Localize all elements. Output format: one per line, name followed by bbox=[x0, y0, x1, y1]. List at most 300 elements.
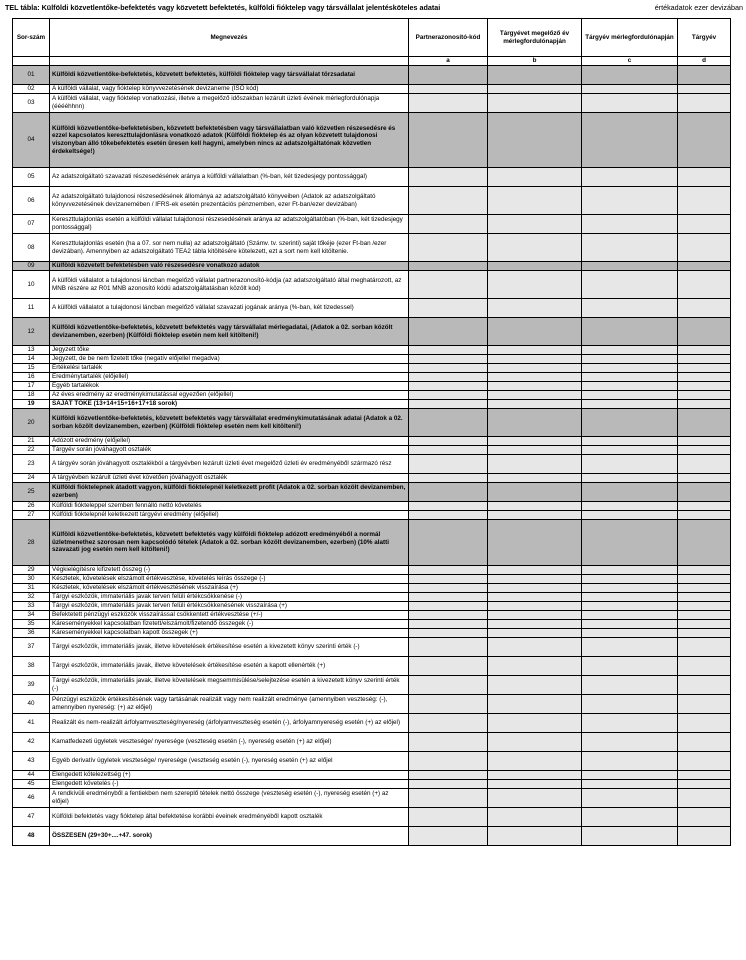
value-cell-b[interactable] bbox=[488, 66, 582, 85]
row-label: Külföldi közvetlentőke-befektetésben, közvetett befektetésben vagy társvállalatban való közvetlen részesedésre és ezzel kapcsolatos kereszttulajdonlásra vonatkozó adatok (Külföldi fióktelep és az olyan közvetett tulajdonosi viszonyban álló tőkebefektetés esetén üresen kell hagyni, amelyben nincs az adatszolgáltatónak közvetlen érdekeltsége!) bbox=[50, 113, 409, 168]
value-cell-a[interactable] bbox=[409, 355, 488, 364]
value-cell-d[interactable] bbox=[678, 400, 731, 409]
value-cell-b[interactable] bbox=[488, 789, 582, 808]
value-cell-a[interactable] bbox=[409, 602, 488, 611]
value-cell-a[interactable] bbox=[409, 94, 488, 113]
row-number: 22 bbox=[13, 446, 50, 455]
value-cell-c[interactable] bbox=[582, 346, 678, 355]
row-number: 47 bbox=[13, 808, 50, 827]
value-cell-c[interactable] bbox=[582, 520, 678, 566]
value-cell-b[interactable] bbox=[488, 234, 582, 262]
value-cell-a[interactable] bbox=[409, 808, 488, 827]
value-cell-d[interactable] bbox=[678, 502, 731, 511]
value-cell-c[interactable] bbox=[582, 483, 678, 502]
value-cell-a[interactable] bbox=[409, 593, 488, 602]
value-cell-b[interactable] bbox=[488, 676, 582, 695]
value-cell-b[interactable] bbox=[488, 373, 582, 382]
value-cell-d[interactable] bbox=[678, 271, 731, 299]
value-cell-a[interactable] bbox=[409, 827, 488, 846]
value-cell-d[interactable] bbox=[678, 113, 731, 168]
value-cell-b[interactable] bbox=[488, 382, 582, 391]
value-cell-d[interactable] bbox=[678, 474, 731, 483]
value-cell-d[interactable] bbox=[678, 262, 731, 271]
value-cell-c[interactable] bbox=[582, 318, 678, 346]
table-row bbox=[13, 714, 731, 733]
value-cell-a[interactable] bbox=[409, 271, 488, 299]
table-row bbox=[13, 299, 731, 318]
value-cell-a[interactable] bbox=[409, 215, 488, 234]
value-cell-d[interactable] bbox=[678, 299, 731, 318]
value-cell-d[interactable] bbox=[678, 66, 731, 85]
value-cell-a[interactable] bbox=[409, 714, 488, 733]
value-cell-a[interactable] bbox=[409, 584, 488, 593]
row-number: 30 bbox=[13, 575, 50, 584]
value-cell-d[interactable] bbox=[678, 187, 731, 215]
row-label: Tárgyév során jóváhagyott osztalék bbox=[50, 446, 409, 455]
value-cell-d[interactable] bbox=[678, 602, 731, 611]
value-cell-b[interactable] bbox=[488, 511, 582, 520]
row-number: 07 bbox=[13, 215, 50, 234]
value-cell-a[interactable] bbox=[409, 566, 488, 575]
value-cell-d[interactable] bbox=[678, 373, 731, 382]
column-letter-c: c bbox=[582, 57, 678, 66]
row-number: 39 bbox=[13, 676, 50, 695]
value-cell-c[interactable] bbox=[582, 364, 678, 373]
value-cell-d[interactable] bbox=[678, 94, 731, 113]
value-cell-c[interactable] bbox=[582, 629, 678, 638]
value-cell-c[interactable] bbox=[582, 620, 678, 629]
value-cell-a[interactable] bbox=[409, 474, 488, 483]
row-number: 33 bbox=[13, 602, 50, 611]
value-cell-b[interactable] bbox=[488, 714, 582, 733]
value-cell-b[interactable] bbox=[488, 346, 582, 355]
table-row bbox=[13, 168, 731, 187]
table-row bbox=[13, 593, 731, 602]
row-number: 21 bbox=[13, 437, 50, 446]
row-number: 06 bbox=[13, 187, 50, 215]
value-cell-a[interactable] bbox=[409, 657, 488, 676]
value-cell-c[interactable] bbox=[582, 714, 678, 733]
value-cell-d[interactable] bbox=[678, 382, 731, 391]
value-cell-c[interactable] bbox=[582, 780, 678, 789]
table-row bbox=[13, 620, 731, 629]
value-cell-a[interactable] bbox=[409, 113, 488, 168]
row-number: 05 bbox=[13, 168, 50, 187]
row-number: 32 bbox=[13, 593, 50, 602]
row-label: Értékelési tartalék bbox=[50, 364, 409, 373]
value-cell-c[interactable] bbox=[582, 602, 678, 611]
value-cell-a[interactable] bbox=[409, 771, 488, 780]
row-label: Külföldi fióktelepnek átadott vagyon, külföldi fióktelepnél keletkezett profit (Adatok a 02. sorban közölt devizanemben, ezerben) bbox=[50, 483, 409, 502]
value-cell-a[interactable] bbox=[409, 187, 488, 215]
value-cell-a[interactable] bbox=[409, 85, 488, 94]
table-row bbox=[13, 215, 731, 234]
row-number: 45 bbox=[13, 780, 50, 789]
value-cell-b[interactable] bbox=[488, 262, 582, 271]
value-cell-b[interactable] bbox=[488, 215, 582, 234]
value-cell-a[interactable] bbox=[409, 629, 488, 638]
value-cell-b[interactable] bbox=[488, 94, 582, 113]
value-cell-c[interactable] bbox=[582, 168, 678, 187]
table-row bbox=[13, 733, 731, 752]
value-cell-b[interactable] bbox=[488, 113, 582, 168]
value-cell-c[interactable] bbox=[582, 355, 678, 364]
value-cell-b[interactable] bbox=[488, 611, 582, 620]
value-cell-a[interactable] bbox=[409, 346, 488, 355]
row-number: 09 bbox=[13, 262, 50, 271]
value-cell-d[interactable] bbox=[678, 455, 731, 474]
value-cell-d[interactable] bbox=[678, 483, 731, 502]
value-cell-c[interactable] bbox=[582, 502, 678, 511]
row-label: Jegyzett, de be nem fizetett tőke (negatív előjellel megadva) bbox=[50, 355, 409, 364]
value-cell-d[interactable] bbox=[678, 215, 731, 234]
value-cell-d[interactable] bbox=[678, 437, 731, 446]
row-number: 03 bbox=[13, 94, 50, 113]
row-label: A tárgyév során jóváhagyott osztalékból a tárgyévben lezárult üzleti évet megelőző üzleti év eredményéből származó rész bbox=[50, 455, 409, 474]
row-label: A rendkívüli eredményből a fentiekben nem szereplő tételek nettó összege (veszteség esetén (-), nyereség esetén (+) az előjel) bbox=[50, 789, 409, 808]
table-row bbox=[13, 676, 731, 695]
row-label: Külföldi közvetlentőke-befektetés, közvetett befektetés vagy társvállalat eredménykimutatásának adatai (Adatok a 02. sorban közölt devizanemben, ezerben) (Külföldi fióktelep esetén nem kell kitölteni!) bbox=[50, 409, 409, 437]
table-row bbox=[13, 373, 731, 382]
value-cell-b[interactable] bbox=[488, 483, 582, 502]
value-cell-d[interactable] bbox=[678, 364, 731, 373]
col-header-b: Tárgyévet megelőző év mérlegfordulónapján bbox=[488, 19, 582, 57]
table-row bbox=[13, 789, 731, 808]
value-cell-a[interactable] bbox=[409, 789, 488, 808]
value-cell-b[interactable] bbox=[488, 771, 582, 780]
value-cell-d[interactable] bbox=[678, 593, 731, 602]
value-cell-d[interactable] bbox=[678, 234, 731, 262]
value-cell-b[interactable] bbox=[488, 695, 582, 714]
value-cell-a[interactable] bbox=[409, 638, 488, 657]
row-number: 44 bbox=[13, 771, 50, 780]
row-number: 01 bbox=[13, 66, 50, 85]
value-cell-d[interactable] bbox=[678, 752, 731, 771]
value-cell-b[interactable] bbox=[488, 299, 582, 318]
row-label: Kamatfedezeti ügyletek vesztesége/ nyeresége (veszteség esetén (-), nyereség esetén (+) az előjel) bbox=[50, 733, 409, 752]
row-label: Realizált és nem-realizált árfolyamveszteség/nyereség (árfolyamveszteség esetén (-), árfolyamnyereség esetén (+) az előjel) bbox=[50, 714, 409, 733]
value-cell-c[interactable] bbox=[582, 575, 678, 584]
row-number: 48 bbox=[13, 827, 50, 846]
value-cell-b[interactable] bbox=[488, 271, 582, 299]
value-cell-b[interactable] bbox=[488, 187, 582, 215]
value-cell-d[interactable] bbox=[678, 391, 731, 400]
value-cell-b[interactable] bbox=[488, 593, 582, 602]
table-row bbox=[13, 437, 731, 446]
table-row bbox=[13, 611, 731, 620]
row-number: 14 bbox=[13, 355, 50, 364]
row-number: 31 bbox=[13, 584, 50, 593]
col-header-d: Tárgyév bbox=[678, 19, 731, 57]
value-cell-a[interactable] bbox=[409, 695, 488, 714]
value-cell-c[interactable] bbox=[582, 566, 678, 575]
value-cell-b[interactable] bbox=[488, 620, 582, 629]
value-cell-d[interactable] bbox=[678, 733, 731, 752]
row-label: Végkielégítésre kifizetett összeg (-) bbox=[50, 566, 409, 575]
row-label: Jegyzett tőke bbox=[50, 346, 409, 355]
value-cell-c[interactable] bbox=[582, 215, 678, 234]
value-cell-a[interactable] bbox=[409, 676, 488, 695]
value-cell-c[interactable] bbox=[582, 187, 678, 215]
row-label: SAJÁT TŐKE (13+14+15+16+17+18 sorok) bbox=[50, 400, 409, 409]
row-number: 08 bbox=[13, 234, 50, 262]
value-cell-a[interactable] bbox=[409, 400, 488, 409]
column-letter-d: d bbox=[678, 57, 731, 66]
value-cell-b[interactable] bbox=[488, 575, 582, 584]
value-cell-b[interactable] bbox=[488, 780, 582, 789]
value-cell-a[interactable] bbox=[409, 483, 488, 502]
value-cell-d[interactable] bbox=[678, 676, 731, 695]
value-cell-c[interactable] bbox=[582, 85, 678, 94]
value-cell-b[interactable] bbox=[488, 520, 582, 566]
value-cell-c[interactable] bbox=[582, 391, 678, 400]
table-row bbox=[13, 638, 731, 657]
value-cell-b[interactable] bbox=[488, 318, 582, 346]
row-number: 17 bbox=[13, 382, 50, 391]
table-row bbox=[13, 502, 731, 511]
table-row bbox=[13, 584, 731, 593]
value-cell-d[interactable] bbox=[678, 629, 731, 638]
table-row bbox=[13, 474, 731, 483]
value-cell-c[interactable] bbox=[582, 455, 678, 474]
value-cell-a[interactable] bbox=[409, 752, 488, 771]
row-number: 40 bbox=[13, 695, 50, 714]
row-label: Eredménytartalék (előjellel) bbox=[50, 373, 409, 382]
row-number: 25 bbox=[13, 483, 50, 502]
value-cell-b[interactable] bbox=[488, 437, 582, 446]
value-cell-a[interactable] bbox=[409, 234, 488, 262]
value-cell-d[interactable] bbox=[678, 789, 731, 808]
row-number: 16 bbox=[13, 373, 50, 382]
value-cell-b[interactable] bbox=[488, 629, 582, 638]
value-cell-c[interactable] bbox=[582, 827, 678, 846]
value-cell-c[interactable] bbox=[582, 752, 678, 771]
value-cell-b[interactable] bbox=[488, 455, 582, 474]
table-row bbox=[13, 575, 731, 584]
value-cell-d[interactable] bbox=[678, 85, 731, 94]
table-row bbox=[13, 391, 731, 400]
value-cell-a[interactable] bbox=[409, 733, 488, 752]
row-label: A külföldi vállalatot a tulajdonosi láncban megelőző vállalat partnerazonosító-kódja (az adatszolgáltató által meghatározott, az MNB részére az R01 MNB azonosító kódú adatszolgáltatásban közölt kód) bbox=[50, 271, 409, 299]
row-label: A tárgyévben lezárult üzleti évet követően jóváhagyott osztalék bbox=[50, 474, 409, 483]
value-cell-b[interactable] bbox=[488, 657, 582, 676]
value-cell-d[interactable] bbox=[678, 611, 731, 620]
value-cell-c[interactable] bbox=[582, 789, 678, 808]
row-number: 04 bbox=[13, 113, 50, 168]
value-cell-c[interactable] bbox=[582, 113, 678, 168]
value-cell-b[interactable] bbox=[488, 733, 582, 752]
col-header-megnevezes: Megnevezés bbox=[50, 19, 409, 57]
value-cell-c[interactable] bbox=[582, 657, 678, 676]
value-cell-c[interactable] bbox=[582, 262, 678, 271]
value-cell-a[interactable] bbox=[409, 262, 488, 271]
value-cell-c[interactable] bbox=[582, 437, 678, 446]
row-number: 10 bbox=[13, 271, 50, 299]
value-cell-c[interactable] bbox=[582, 511, 678, 520]
value-cell-a[interactable] bbox=[409, 455, 488, 474]
table-row bbox=[13, 455, 731, 474]
title-row bbox=[5, 3, 743, 13]
row-label: A külföldi vállalat, vagy fióktelep könyvvezetésének devizaneme (ISO kód) bbox=[50, 85, 409, 94]
value-cell-c[interactable] bbox=[582, 271, 678, 299]
value-cell-b[interactable] bbox=[488, 502, 582, 511]
row-label: Az adatszolgáltató tulajdonosi részesedésének állománya az adatszolgáltató könyveiben (Adatok az adatszolgáltató könyvvezetésének devizanemében / IFRS-ek esetén prezentációs pénznemben, ezer Ft-ban/ezer devizában) bbox=[50, 187, 409, 215]
value-cell-c[interactable] bbox=[582, 638, 678, 657]
row-label: Egyéb tartalékok bbox=[50, 382, 409, 391]
value-cell-c[interactable] bbox=[582, 695, 678, 714]
value-cell-a[interactable] bbox=[409, 437, 488, 446]
row-number: 19 bbox=[13, 400, 50, 409]
row-label: Külföldi befektetés vagy fióktelep által befektetése korábbi éveinek eredményéből kapott osztalék bbox=[50, 808, 409, 827]
value-cell-b[interactable] bbox=[488, 566, 582, 575]
value-cell-b[interactable] bbox=[488, 85, 582, 94]
value-cell-a[interactable] bbox=[409, 511, 488, 520]
value-cell-c[interactable] bbox=[582, 611, 678, 620]
table-row bbox=[13, 400, 731, 409]
value-cell-a[interactable] bbox=[409, 620, 488, 629]
table-row bbox=[13, 827, 731, 846]
value-cell-b[interactable] bbox=[488, 474, 582, 483]
value-cell-c[interactable] bbox=[582, 409, 678, 437]
value-cell-c[interactable] bbox=[582, 446, 678, 455]
table-row bbox=[13, 262, 731, 271]
value-cell-d[interactable] bbox=[678, 695, 731, 714]
row-label: Az éves eredmény az eredménykimutatással egyezően (előjellel) bbox=[50, 391, 409, 400]
row-number: 28 bbox=[13, 520, 50, 566]
row-label: Egyéb derivatív ügyletek vesztesége/ nyeresége (veszteség esetén (-), nyereség esetén (+) az előjel bbox=[50, 752, 409, 771]
value-cell-d[interactable] bbox=[678, 346, 731, 355]
value-cell-d[interactable] bbox=[678, 657, 731, 676]
value-cell-a[interactable] bbox=[409, 66, 488, 85]
value-cell-a[interactable] bbox=[409, 318, 488, 346]
value-cell-a[interactable] bbox=[409, 446, 488, 455]
value-cell-a[interactable] bbox=[409, 409, 488, 437]
row-label: Külföldi közvetlentőke-befektetés, közvetett befektetés vagy társvállalat mérlegadatai, (Adatok a 02. sorban közölt devizanemben, ezerben) (Külföldi fióktelep esetén nem kell kitölteni!) bbox=[50, 318, 409, 346]
row-label: Befektetett pénzügyi eszközök visszaírással csökkentett értékvesztése (+/-) bbox=[50, 611, 409, 620]
value-cell-b[interactable] bbox=[488, 409, 582, 437]
row-number: 12 bbox=[13, 318, 50, 346]
value-cell-a[interactable] bbox=[409, 780, 488, 789]
row-number: 29 bbox=[13, 566, 50, 575]
value-cell-d[interactable] bbox=[678, 409, 731, 437]
value-cell-d[interactable] bbox=[678, 318, 731, 346]
value-cell-a[interactable] bbox=[409, 502, 488, 511]
value-cell-d[interactable] bbox=[678, 511, 731, 520]
value-cell-d[interactable] bbox=[678, 520, 731, 566]
value-cell-d[interactable] bbox=[678, 575, 731, 584]
table-row bbox=[13, 566, 731, 575]
value-cell-d[interactable] bbox=[678, 808, 731, 827]
value-cell-c[interactable] bbox=[582, 771, 678, 780]
table-row bbox=[13, 346, 731, 355]
col-header-a: Partnerazonosító-kód bbox=[409, 19, 488, 57]
value-cell-b[interactable] bbox=[488, 602, 582, 611]
value-cell-b[interactable] bbox=[488, 391, 582, 400]
value-cell-b[interactable] bbox=[488, 827, 582, 846]
value-cell-a[interactable] bbox=[409, 575, 488, 584]
value-cell-a[interactable] bbox=[409, 364, 488, 373]
value-cell-d[interactable] bbox=[678, 780, 731, 789]
row-number: 46 bbox=[13, 789, 50, 808]
table-row bbox=[13, 657, 731, 676]
value-cell-b[interactable] bbox=[488, 638, 582, 657]
row-number: 37 bbox=[13, 638, 50, 657]
value-cell-c[interactable] bbox=[582, 66, 678, 85]
value-cell-b[interactable] bbox=[488, 752, 582, 771]
table-row bbox=[13, 364, 731, 373]
value-cell-c[interactable] bbox=[582, 299, 678, 318]
value-cell-b[interactable] bbox=[488, 446, 582, 455]
tel-table bbox=[12, 18, 731, 846]
value-cell-a[interactable] bbox=[409, 382, 488, 391]
value-cell-d[interactable] bbox=[678, 355, 731, 364]
row-label: Az adatszolgáltató szavazati részesedésének aránya a külföldi vállalatban (%-ban, két tizedesjegy pontossággal) bbox=[50, 168, 409, 187]
value-cell-d[interactable] bbox=[678, 168, 731, 187]
table-title: TEL tábla: Külföldi közvetlentőke-befektetés vagy közvetett befektetés, külföldi fióktelep vagy társvállalat jelentésköteles adatai bbox=[5, 3, 441, 12]
value-cell-d[interactable] bbox=[678, 827, 731, 846]
value-cell-c[interactable] bbox=[582, 94, 678, 113]
table-row bbox=[13, 318, 731, 346]
value-cell-d[interactable] bbox=[678, 566, 731, 575]
table-row bbox=[13, 808, 731, 827]
value-cell-c[interactable] bbox=[582, 733, 678, 752]
value-cell-b[interactable] bbox=[488, 584, 582, 593]
row-number: 11 bbox=[13, 299, 50, 318]
value-cell-d[interactable] bbox=[678, 446, 731, 455]
value-cell-a[interactable] bbox=[409, 299, 488, 318]
value-cell-c[interactable] bbox=[582, 234, 678, 262]
value-cell-a[interactable] bbox=[409, 391, 488, 400]
table-row bbox=[13, 695, 731, 714]
table-row bbox=[13, 629, 731, 638]
value-cell-a[interactable] bbox=[409, 373, 488, 382]
value-cell-a[interactable] bbox=[409, 520, 488, 566]
value-cell-b[interactable] bbox=[488, 808, 582, 827]
value-cell-c[interactable] bbox=[582, 584, 678, 593]
value-cell-b[interactable] bbox=[488, 355, 582, 364]
value-cell-b[interactable] bbox=[488, 364, 582, 373]
value-cell-c[interactable] bbox=[582, 676, 678, 695]
col-header-c: Tárgyév mérlegfordulónapján bbox=[582, 19, 678, 57]
table-row bbox=[13, 382, 731, 391]
value-cell-b[interactable] bbox=[488, 168, 582, 187]
row-number: 23 bbox=[13, 455, 50, 474]
value-cell-d[interactable] bbox=[678, 620, 731, 629]
value-cell-c[interactable] bbox=[582, 474, 678, 483]
value-cell-d[interactable] bbox=[678, 714, 731, 733]
row-number: 36 bbox=[13, 629, 50, 638]
value-cell-a[interactable] bbox=[409, 168, 488, 187]
value-cell-d[interactable] bbox=[678, 584, 731, 593]
value-cell-c[interactable] bbox=[582, 400, 678, 409]
row-label: Tárgyi eszközök, immateriális javak, illetve követelések értékesítése esetén a kivezetett könyv szerinti érték (-) bbox=[50, 638, 409, 657]
value-cell-a[interactable] bbox=[409, 611, 488, 620]
value-cell-b[interactable] bbox=[488, 400, 582, 409]
value-cell-d[interactable] bbox=[678, 771, 731, 780]
value-cell-c[interactable] bbox=[582, 593, 678, 602]
value-cell-c[interactable] bbox=[582, 373, 678, 382]
row-label: Készletek, követelések elszámolt értékvesztésének visszaírása (+) bbox=[50, 584, 409, 593]
row-label: Külföldi fióktelepnél keletkezett tárgyévi eredmény (előjellel) bbox=[50, 511, 409, 520]
value-cell-c[interactable] bbox=[582, 382, 678, 391]
value-cell-d[interactable] bbox=[678, 638, 731, 657]
row-number: 18 bbox=[13, 391, 50, 400]
value-cell-c[interactable] bbox=[582, 808, 678, 827]
unit-note: értékadatok ezer devizában bbox=[654, 3, 743, 12]
table-body bbox=[13, 66, 731, 846]
table-row bbox=[13, 771, 731, 780]
row-label: Pénzügyi eszközök értékesítésének vagy tartásának realizált vagy nem realizált eredménye (amennyiben veszteség: (-), amennyiben nyereség: (+) az előjel) bbox=[50, 695, 409, 714]
